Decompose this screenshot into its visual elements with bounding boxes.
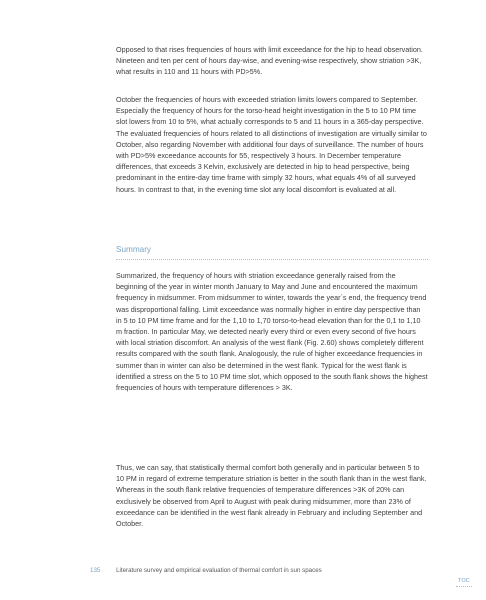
page-footer xyxy=(90,567,322,574)
section-divider xyxy=(116,259,428,260)
paragraph-text: Summarized, the frequency of hours with striation exceedance generally raised from the beginning of the year in winter month January to May and June and encountered the maximum frequency in midsummer. From midsummer to winter, towards the year´s end, the frequency trend was disproportional falling. Limit exceedance was normally higher in entire day perspective than in 5 to 10 PM time frame and for the 1,10 to 1,70 torso-to-head elevation than for the 0,1 to 1,10 m fraction. In particular May, we detected nearly every third or even every second of five hours with local striation discomfort. An analysis of the west flank (Fig. 2.60) shows completely different results compared with the south flank. Analogously, the rule of higher exceedance frequencies in summer than in winter can also be determined in the west flank. Typical for the west flank is identified a stress on the 5 to 10 PM time slot, which opposed to the south flank shows the highest frequencies of hours with temperature differences > 3K. xyxy=(116,271,428,393)
paragraph-text: October the frequencies of hours with exceeded striation limits lowers compared to September. Especially the frequency of hours for the torso-head height investigation in the 5 to 10 PM time slot lowers from 10 to 5%, what actually corresponds to 5 and 11 hours in a 365-day perspective. The evaluated frequencies of hours related to all distinctions of investigation are virtually similar to October, also regarding November with additional four days of surveillance. The number of hours with PD>5% exceedance accounts for 55, respectively 3 hours. In December temperature differences, that exceeds 3 Kelvin, exclusively are detected in hip to head perspective, being predominant in the entire-day time frame with simply 32 hours, what equals 4% of all surveyed hours. In contrast to that, in the evening time slot any local discomfort is evaluated at all. xyxy=(116,95,427,194)
summary-paragraph xyxy=(116,270,428,393)
running-title: Literature survey and empirical evaluation of thermal comfort in sun spaces xyxy=(116,567,322,574)
summary-paragraph xyxy=(116,462,428,529)
section-heading-summary: Summary xyxy=(116,245,152,254)
body-paragraph xyxy=(116,44,428,78)
paragraph-text: Opposed to that rises frequencies of hours with limit exceedance for the hip to head observation. Nineteen and ten per cent of hours day-wise, and evening-wise respectively, show striation >3K, what results in 110 and 11 hours with PD>5%. xyxy=(116,45,423,77)
toc-divider xyxy=(456,586,472,587)
page-number: 135 xyxy=(90,567,101,574)
paragraph-text: Thus, we can say, that statistically thermal comfort both generally and in particular between 5 to 10 PM in regard of extreme temperature striation is better in the south flank than in the west flank. Whereas in the south flank relative frequencies of temperature differences >3K of 20% can exclusively be observed from April to August with peak during midsummer, more than 23% of exceedance can be identified in the west flank already in February and including September and October. xyxy=(116,463,427,529)
toc-link[interactable]: TOC xyxy=(458,578,470,584)
body-paragraph xyxy=(116,94,428,195)
